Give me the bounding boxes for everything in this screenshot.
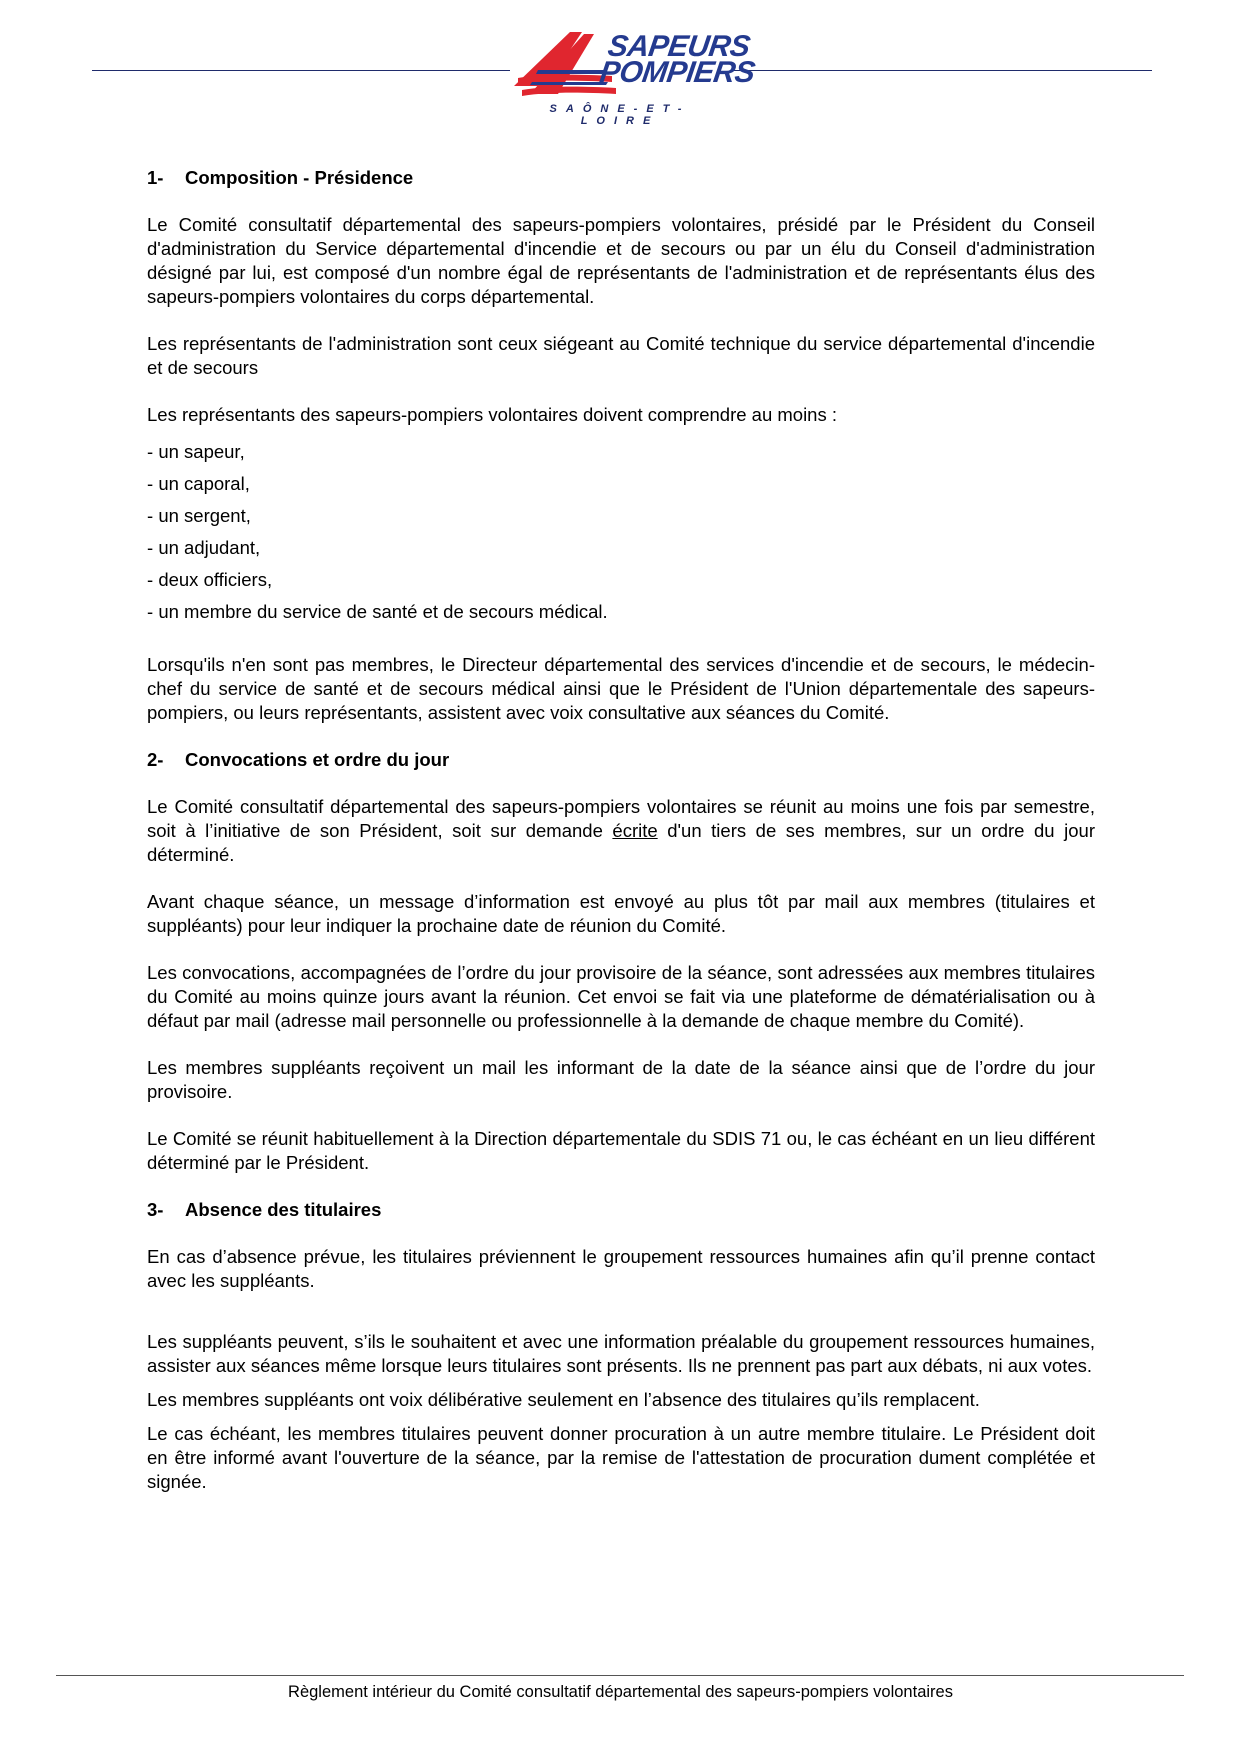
header-rule-right bbox=[730, 70, 1152, 71]
section-heading-2 bbox=[147, 748, 1095, 772]
section-heading-1 bbox=[147, 166, 1095, 190]
section-heading-3 bbox=[147, 1198, 1095, 1222]
text-run: Le Comité consultatif départemental des sapeurs-pompiers volontaires se réunit au moins une fois par semestre, soit à l’initiative de son Président, soit sur demande bbox=[147, 796, 1095, 841]
footer-rule bbox=[56, 1675, 1184, 1676]
sapeurs-pompiers-logo bbox=[512, 30, 757, 127]
paragraph: Les représentants des sapeurs-pompiers volontaires doivent comprendre au moins : bbox=[147, 404, 838, 425]
list-item: - un caporal, bbox=[147, 472, 1095, 496]
paragraph: Le cas échéant, les membres titulaires peuvent donner procuration à un autre membre titulaire. Le Président doit en être informé avant l'ouverture de la séance, par la remise de l'attestation de procuration dument complétée et signée. bbox=[147, 1423, 1095, 1492]
paragraph: Les suppléants peuvent, s’ils le souhaitent et avec une information préalable du groupement ressources humaines, assister aux séances même lorsque leurs titulaires sont présents. Ils ne prennent pas part aux débats, ni aux votes. bbox=[147, 1331, 1095, 1376]
paragraph: Les membres suppléants reçoivent un mail les informant de la date de la séance ainsi que de l’ordre du jour provisoire. bbox=[147, 1057, 1095, 1102]
section-number: 3- bbox=[147, 1199, 164, 1220]
list-item: - un sapeur, bbox=[147, 440, 1095, 464]
section-title: Composition - Présidence bbox=[185, 167, 414, 188]
logo-word-pompiers: POMPIERS bbox=[597, 56, 757, 89]
paragraph: Lorsqu'ils n'en sont pas membres, le Directeur départemental des services d'incendie et de secours, le médecin-chef du service de santé et de secours médical ainsi que le Président de l'Union départementale des sapeurs-pompiers, ou leurs représentants, assistent avec voix consultative aux séances du Comité. bbox=[147, 654, 1095, 723]
text-run: d'un tiers de ses membres, sur un ordre du jour déterminé. bbox=[147, 820, 1095, 865]
paragraph bbox=[147, 795, 1095, 867]
paragraph: Les représentants de l'administration sont ceux siégeant au Comité technique du service départemental d'incendie et de secours bbox=[147, 333, 1095, 378]
representatives-list bbox=[147, 440, 1095, 624]
section-title: Absence des titulaires bbox=[185, 1199, 382, 1220]
paragraph: En cas d’absence prévue, les titulaires préviennent le groupement ressources humaines afin qu’il prenne contact avec les suppléants. bbox=[147, 1246, 1095, 1291]
section-title: Convocations et ordre du jour bbox=[185, 749, 450, 770]
paragraph: Les convocations, accompagnées de l’ordre du jour provisoire de la séance, sont adressées aux membres titulaires du Comité au moins quinze jours avant la réunion. Cet envoi se fait via une plateforme de dématérialisation ou à défaut par mail (adresse mail personnelle ou professionnelle à la demande de chaque membre du Comité). bbox=[147, 962, 1095, 1031]
section-number: 2- bbox=[147, 749, 164, 770]
document-body bbox=[147, 166, 1095, 1504]
list-item: - un adjudant, bbox=[147, 536, 1095, 560]
logo-word-sapeurs: SAPEURS bbox=[605, 30, 752, 63]
list-item: - deux officiers, bbox=[147, 568, 1095, 592]
paragraph: Le Comité se réunit habituellement à la Direction départementale du SDIS 71 ou, le cas échéant en un lieu différent déterminé par le Président. bbox=[147, 1128, 1095, 1173]
footer-text: Règlement intérieur du Comité consultatif départemental des sapeurs-pompiers volontaires bbox=[288, 1683, 953, 1701]
header-rule-left bbox=[92, 70, 510, 71]
paragraph: Le Comité consultatif départemental des sapeurs-pompiers volontaires, présidé par le Président du Conseil d'administration du Service départemental d'incendie et de secours ou par un élu du Conseil d'administration désigné par lui, est composé d'un nombre égal de représentants de l'administration et de représentants élus des sapeurs-pompiers volontaires du corps départemental. bbox=[147, 214, 1095, 307]
list-item: - un membre du service de santé et de secours médical. bbox=[147, 600, 1095, 624]
underlined-word: écrite bbox=[612, 820, 658, 841]
paragraph: Les membres suppléants ont voix délibérative seulement en l’absence des titulaires qu’ils remplacent. bbox=[147, 1389, 980, 1410]
section-number: 1- bbox=[147, 167, 164, 188]
logo-subtitle: SAÔNE-ET-LOIRE bbox=[549, 103, 691, 127]
list-item: - un sergent, bbox=[147, 504, 1095, 528]
paragraph: Avant chaque séance, un message d’information est envoyé au plus tôt par mail aux membres (titulaires et suppléants) pour leur indiquer la prochaine date de réunion du Comité. bbox=[147, 891, 1095, 936]
